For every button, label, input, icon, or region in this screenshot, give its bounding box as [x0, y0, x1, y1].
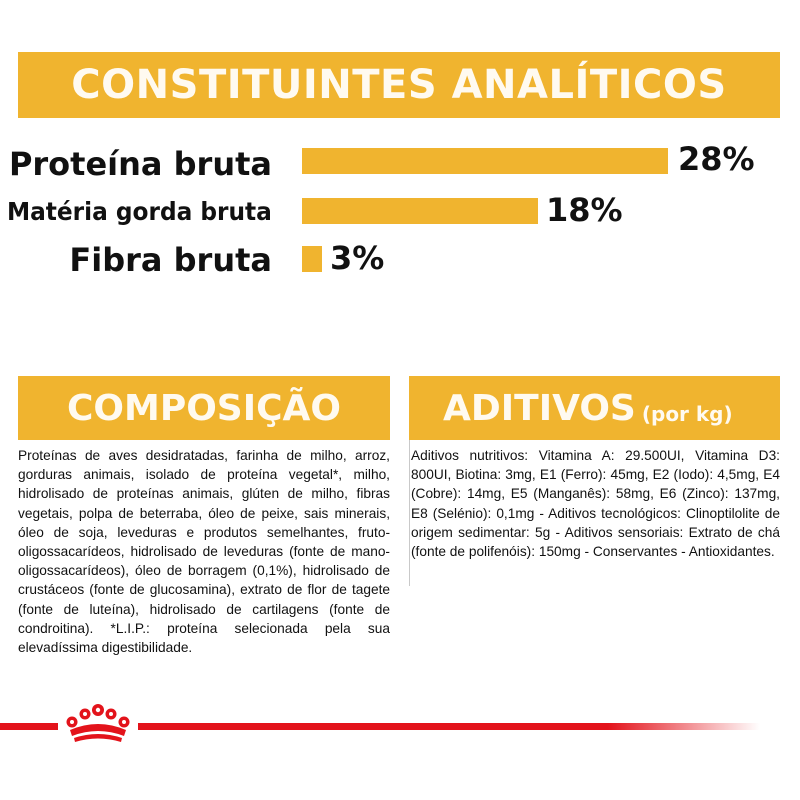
- nutrient-value: 28%: [678, 140, 755, 178]
- nutrient-value: 3%: [330, 239, 385, 277]
- nutrient-bar: [302, 198, 538, 224]
- nutrient-value: 18%: [546, 191, 623, 229]
- composition-text: Proteínas de aves desidratadas, farinha de milho, arroz, gorduras animais, isolado de proteína vegetal*, milho, hidrolisado de proteínas animais, glúten de milho, fibras vegetais, polpa de beterraba, óleo de peixe, sais minerais, óleo de soja, leveduras e produtos semelhantes, fruto-oligossacarídeos, hidrolisado de leveduras (fonte de mano-oligossacarídeos), óleo de borragem (0,1%), hidrolisado de crustáceos (fonte de glucosamina), extrato de flor de tagete (fonte de luteína), hidrolisado de cartilagens (fonte de condroitina). *L.I.P.: proteína selecionada pela sua elevadíssima digestibilidade.: [18, 448, 390, 656]
- nutrient-row-protein: [0, 145, 272, 185]
- composition-panel: [18, 376, 390, 706]
- additives-panel: [409, 376, 780, 586]
- composition-title-banner: [18, 376, 390, 440]
- nutrient-row-fiber: [0, 241, 272, 281]
- analytical-title-banner: [18, 52, 780, 118]
- royal-canin-crown-icon: [58, 700, 138, 746]
- additives-divider: [409, 440, 410, 586]
- composition-title: COMPOSIÇÃO: [66, 387, 342, 429]
- additives-title-suffix: (por kg): [641, 402, 733, 426]
- nutrient-bar: [302, 246, 322, 272]
- nutrient-bar: [302, 148, 668, 174]
- nutrient-label: Proteína bruta: [8, 145, 272, 183]
- analytical-title: CONSTITUINTES ANALÍTICOS: [71, 62, 727, 108]
- additives-text: Aditivos nutritivos: Vitamina A: 29.500UI, Vitamina D3: 800UI, Biotina: 3mg, E1 (Ferro): 45mg, E2 (Iodo): 4,5mg, E4 (Cobre): 14mg, E5 (Manganês): 58mg, E6 (Zinco): 137mg, E8 (Selénio): 0,1mg - Aditivos tecnológicos: Clinoptilolite de origem sedimentar: 5g - Aditivos sensoriais: Extrato de chá (fonte de polifenóis): 150mg - Conservantes - Antioxidantes.: [411, 448, 780, 560]
- additives-title: ADITIVOS: [443, 387, 636, 429]
- nutrient-row-fat: [0, 195, 272, 235]
- nutrient-label: Fibra bruta: [69, 241, 272, 279]
- additives-title-banner: [409, 376, 780, 440]
- nutrient-label: Matéria gorda bruta: [7, 197, 272, 226]
